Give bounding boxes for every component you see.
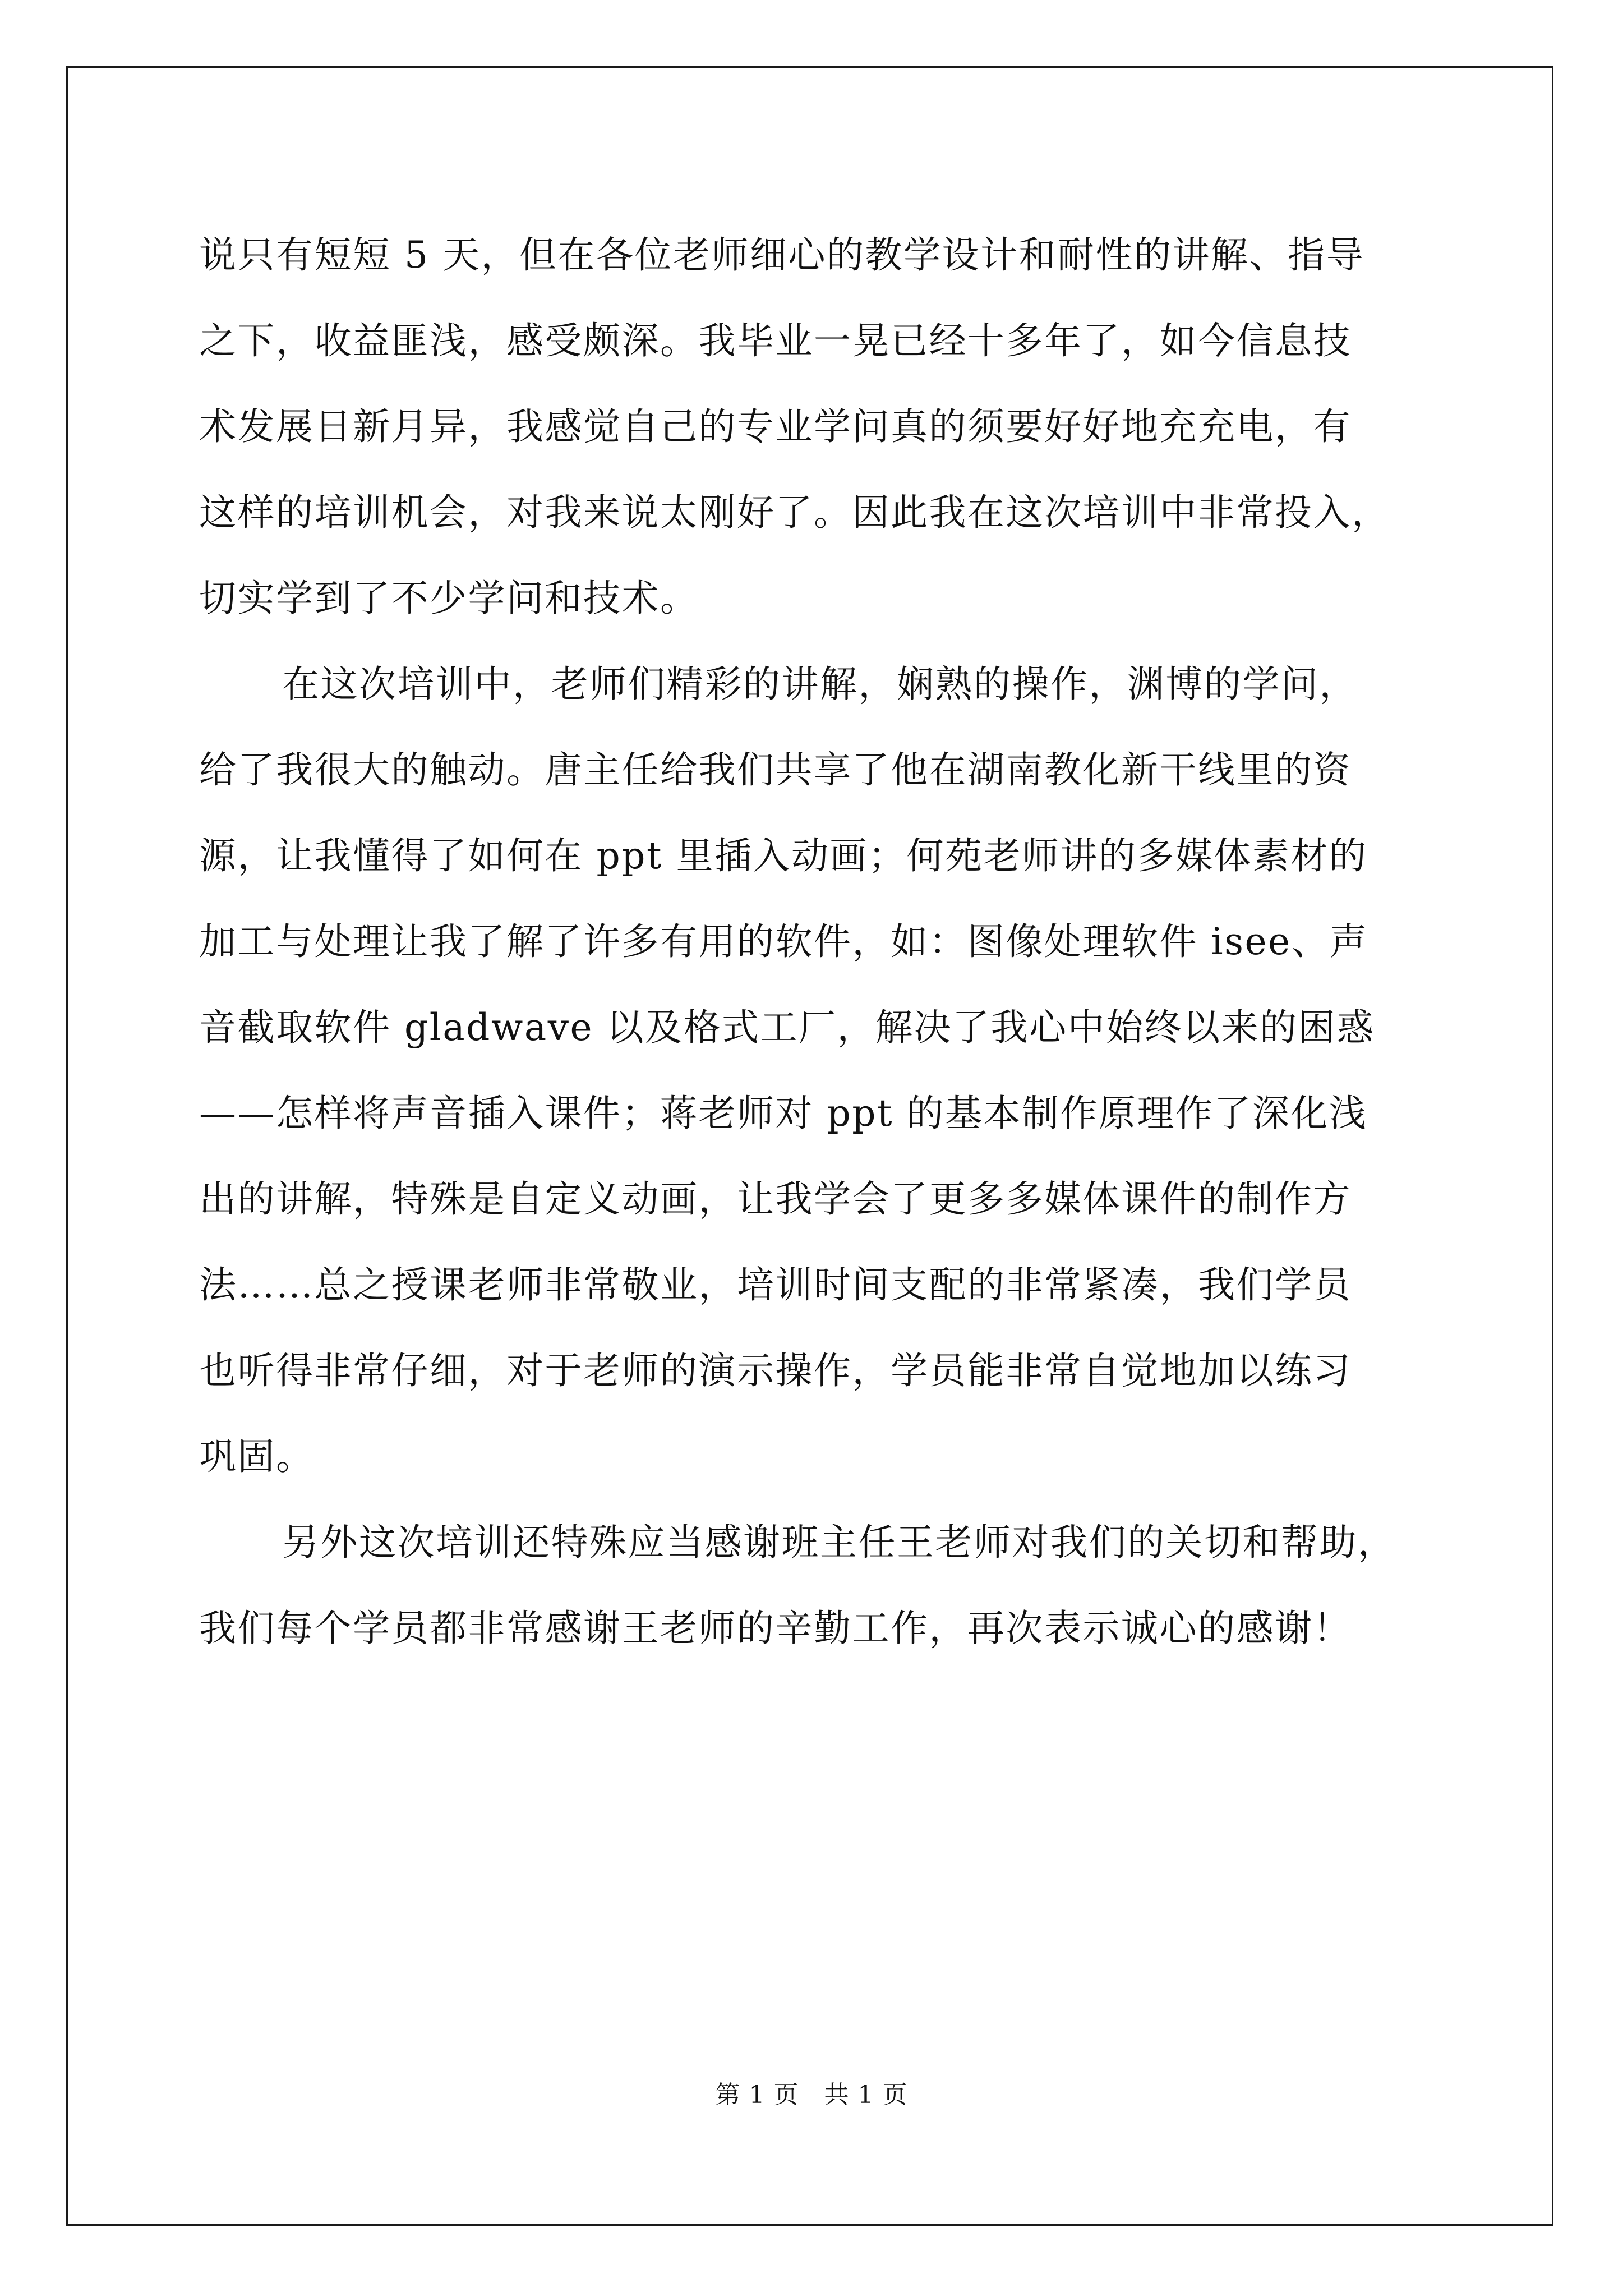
text-line: 在这次培训中，老师们精彩的讲解，娴熟的操作，渊博的学问， xyxy=(282,662,1358,706)
text-line: ——怎样将声音插入课件；蒋老师对 ppt 的基本制作原理作了深化浅 xyxy=(199,1092,1368,1135)
page-number-footer: 第 1 页 共 1 页 xyxy=(715,2081,908,2109)
text-line: 术发展日新月异，我感觉自己的专业学问真的须要好好地充充电，有 xyxy=(199,405,1352,448)
text-line: 法……总之授课老师非常敬业，培训时间支配的非常紧凑，我们学员 xyxy=(199,1263,1352,1306)
text-line: 给了我很大的触动。唐主任给我们共享了他在湖南教化新干线里的资 xyxy=(199,748,1352,792)
text-line: 加工与处理让我了解了许多有用的软件，如：图像处理软件 isee、声 xyxy=(199,920,1368,963)
text-line: 之下，收益匪浅，感受颇深。我毕业一晃已经十多年了，如今信息技 xyxy=(199,319,1352,362)
text-line: 巩固。 xyxy=(199,1435,315,1478)
document-body xyxy=(199,212,1427,1671)
text-line: 说只有短短 5 天，但在各位老师细心的教学设计和耐性的讲解、指导 xyxy=(199,233,1364,277)
text-line: 这样的培训机会，对我来说太刚好了。因此我在这次培训中非常投入， xyxy=(199,491,1390,534)
text-line: 切实学到了不少学问和技术。 xyxy=(199,577,699,620)
text-line: 也听得非常仔细，对于老师的演示操作，学员能非常自觉地加以练习 xyxy=(199,1349,1352,1392)
text-line: 出的讲解，特殊是自定义动画，让我学会了更多多媒体课件的制作方 xyxy=(199,1177,1352,1221)
text-line: 音截取软件 gladwave 以及格式工厂，解决了我心中始终以来的困惑 xyxy=(199,1006,1375,1049)
text-line: 源，让我懂得了如何在 ppt 里插入动画；何苑老师讲的多媒体素材的 xyxy=(199,834,1368,877)
text-line: 我们每个学员都非常感谢王老师的辛勤工作，再次表示诚心的感谢！ xyxy=(199,1607,1352,1650)
text-line: 另外这次培训还特殊应当感谢班主任王老师对我们的关切和帮助， xyxy=(282,1521,1396,1564)
